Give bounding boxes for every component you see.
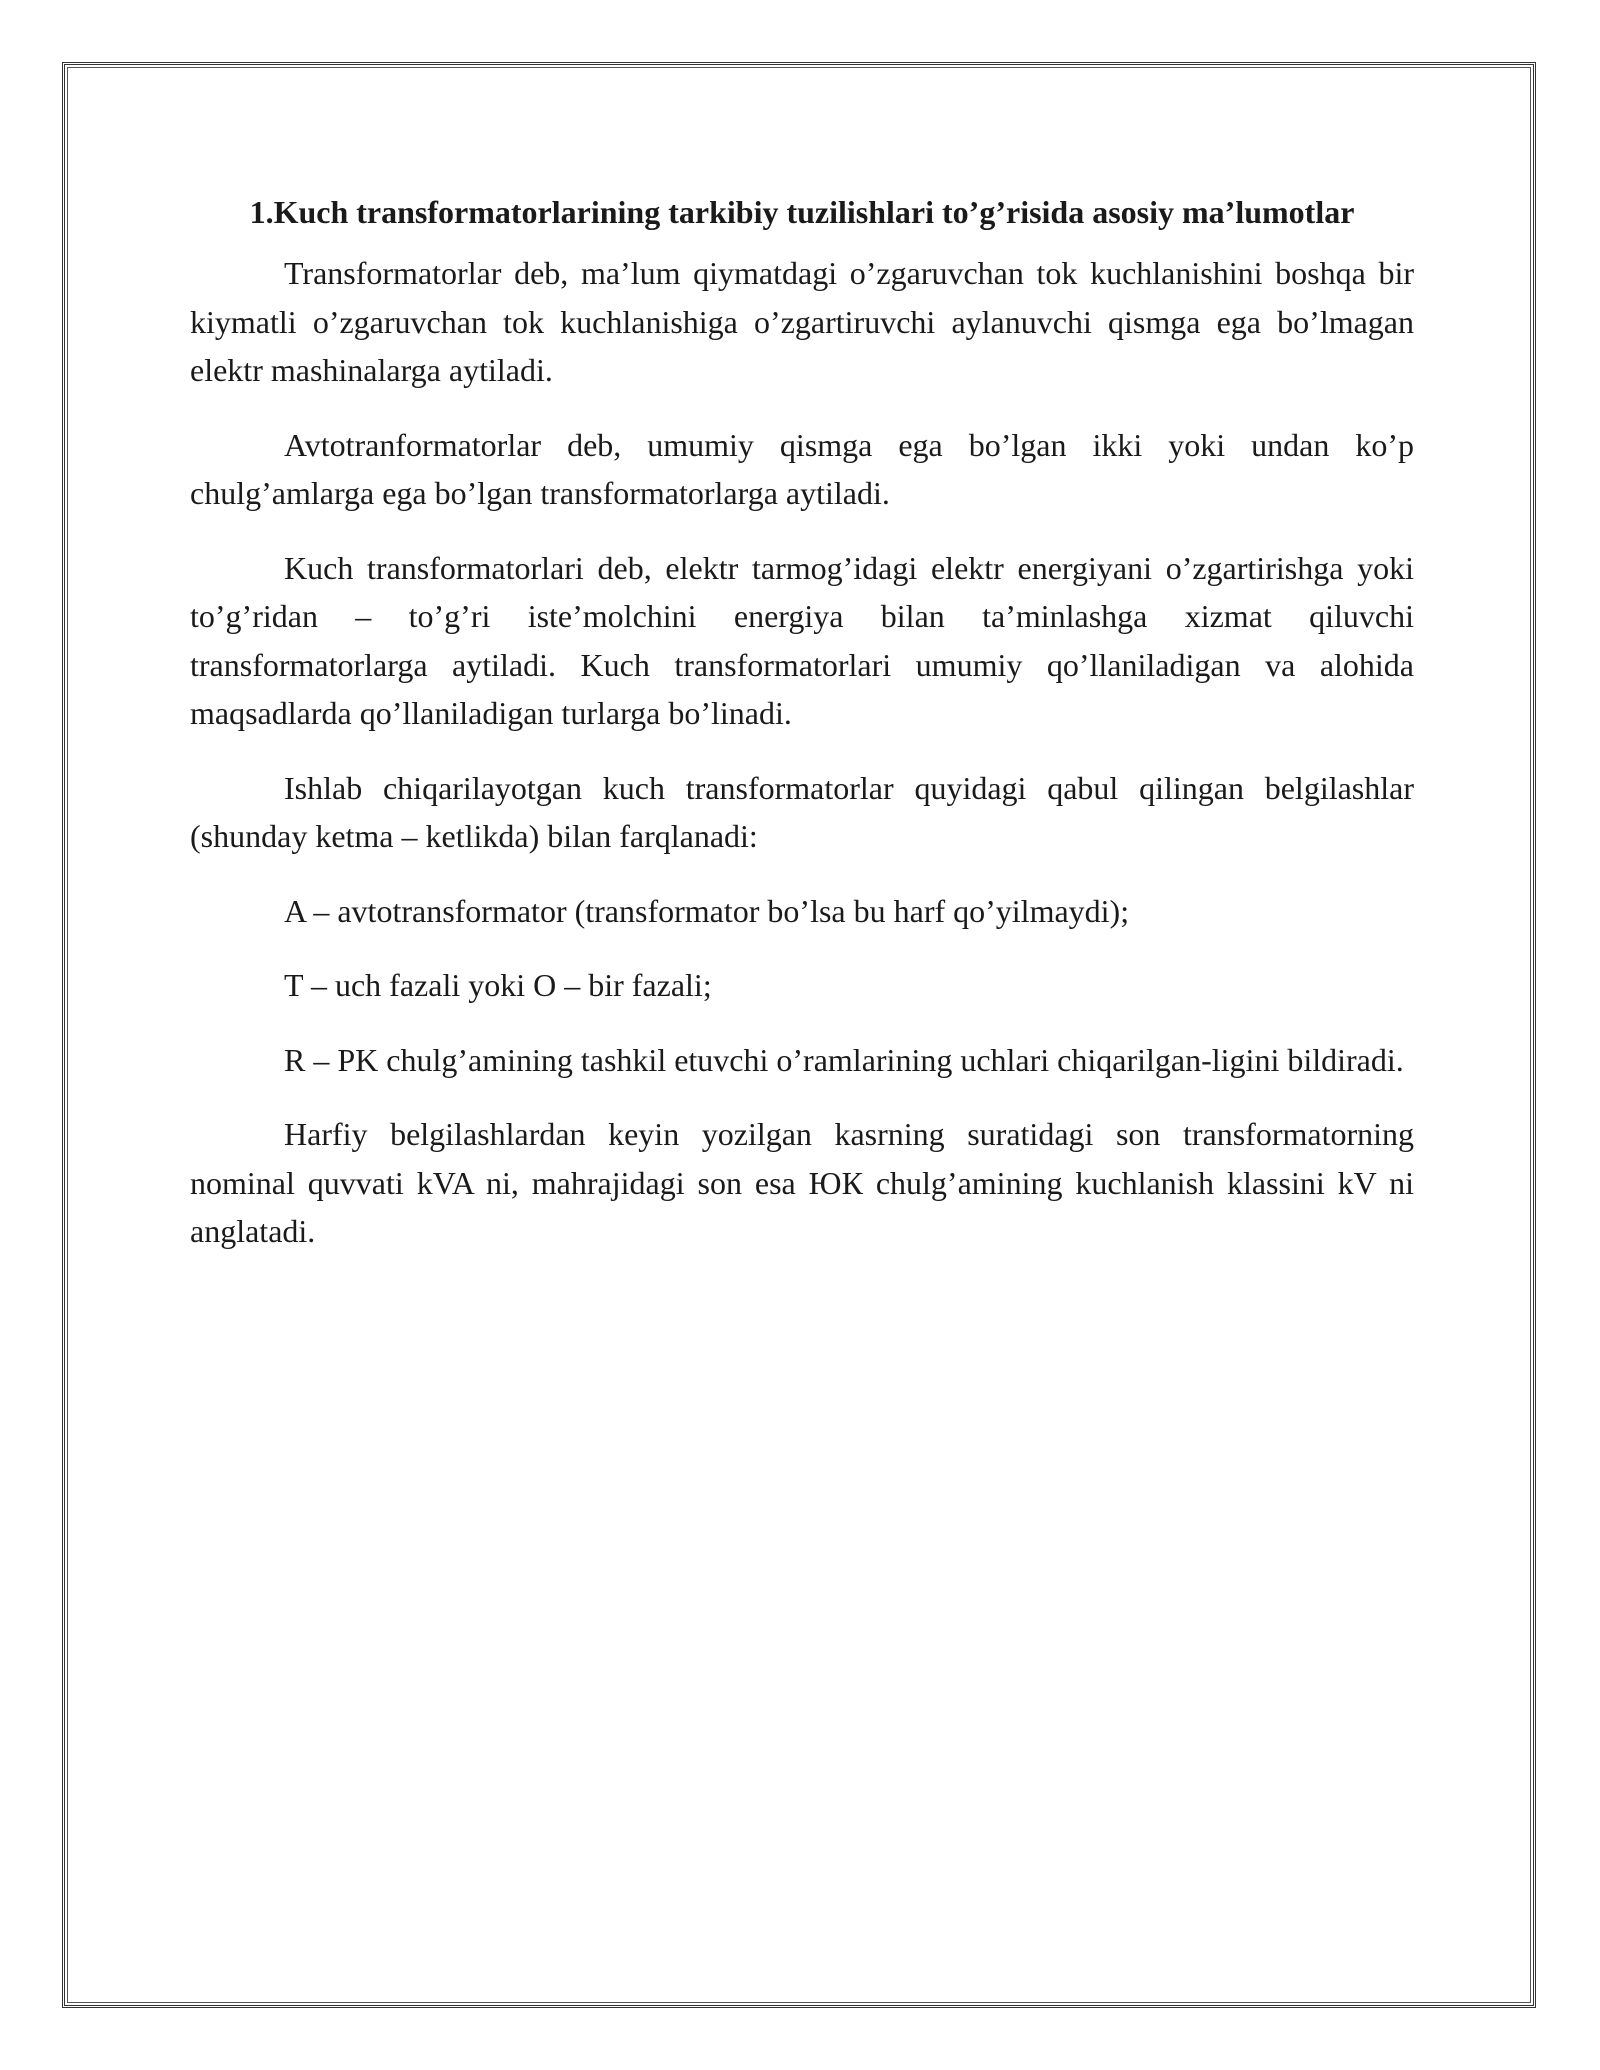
paragraph-designation-a: A – avtotransformator (transformator bo’lsa bu harf qo’yilmaydi); [284,892,1130,929]
paragraph-transformer-definition: Transformatorlar deb, ma’lum qiymatdagi o’zgaruvchan tok kuchlanishini boshqa bir kiymatli o’zgaruvchan tok kuchlanishiga o’zgartiruvchi aylanuvchi qismga ega bo’lmagan elektr mashinalarga aytiladi. [190,255,1414,388]
paragraph-autotransformer-definition: Avtotranformatorlar deb, umumiy qismga ega bo’lgan ikki yoki undan ko’p chulg’amlarga ega bo’lgan transformatorlarga aytiladi. [190,426,1414,511]
document-body [190,188,1414,1282]
paragraph-designations-intro: Ishlab chiqarilayotgan kuch transformatorlar quyidagi qabul qilingan belgilashlar (shunday ketma – ketlikda) bilan farqlanadi: [190,769,1414,854]
paragraph-power-transformer-definition: Kuch transformatorlari deb, elektr tarmog’idagi elektr energiyani o’zgartirishga yoki to’g’ridan – to’g’ri iste’molchini energiya bilan ta’minlashga xizmat qiluvchi transformatorlarga aytiladi. Kuch transformatorlari umumiy qo’llaniladigan va alohida maqsadlarda qo’llaniladigan turlarga bo’linadi. [190,549,1414,731]
document-title: 1.Kuch transformatorlarining tarkibiy tuzilishlari to’g’risida asosiy ma’lumotlar [249,194,1355,230]
paragraph-designation-r: R – PK chulg’amining tashkil etuvchi o’ramlarining uchlari chiqarilgan-ligini bildiradi. [284,1041,1404,1078]
paragraph-fraction-meaning: Harfiy belgilashlardan keyin yozilgan kasrning suratidagi son transformatorning nominal quvvati kVA ni, mahrajidagi son esa ЮК chulg’amining kuchlanish klassini kV ni anglatadi. [190,1116,1414,1249]
paragraph-designation-t: T – uch fazali yoki O – bir fazali; [284,967,712,1003]
